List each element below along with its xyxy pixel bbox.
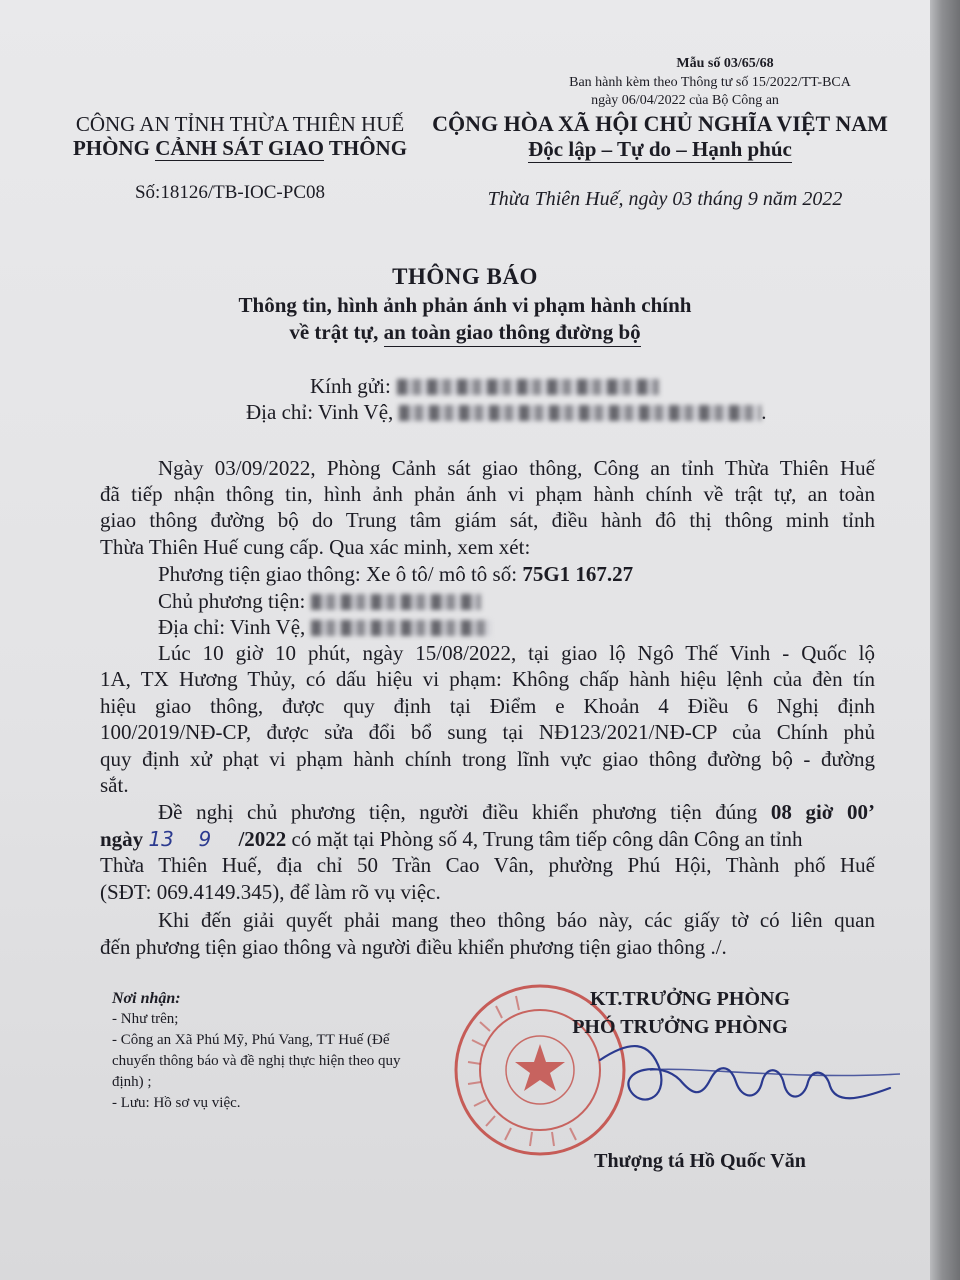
- form-issued-by: Ban hành kèm theo Thông tư số 15/2022/TT-BCA: [569, 75, 851, 90]
- place-and-date: Thừa Thiên Huế, ngày 03 tháng 9 năm 2022: [487, 188, 843, 210]
- recipient-address-line: [246, 400, 767, 425]
- agency-name-post: THÔNG: [324, 136, 408, 160]
- body-line: Ngày 03/09/2022, Phòng Cảnh sát giao thông, Công an tỉnh Thừa Thiên Huế: [158, 456, 875, 480]
- redacted-owner-name: [311, 594, 481, 610]
- appointment-date-label: ngày: [100, 827, 149, 851]
- handwritten-signature-icon: [590, 1030, 910, 1120]
- form-number: Mẫu số 03/65/68: [676, 56, 774, 71]
- body-line: đã tiếp nhận thông tin, hình ảnh phản ánh vi phạm hành chính về trật tự, an toàn: [100, 482, 875, 506]
- signature-title-2: PHÓ TRƯỞNG PHÒNG: [572, 1016, 788, 1038]
- subtitle-2-underlined: an toàn giao thông đường bộ: [384, 320, 641, 347]
- document-title: THÔNG BÁO: [392, 264, 538, 289]
- agency-parent: CÔNG AN TỈNH THỪA THIÊN HUẾ: [75, 112, 405, 136]
- vehicle-plate: 75G1 167.27: [522, 562, 634, 586]
- recipients-item: chuyển thông báo và đề nghị thực hiện theo quy: [112, 1053, 401, 1069]
- recipients-item: - Như trên;: [112, 1011, 179, 1027]
- recipients-item: - Công an Xã Phú Mỹ, Phú Vang, TT Huế (Để: [112, 1032, 390, 1048]
- document-subtitle-2: [0, 320, 930, 345]
- body-line: 100/2019/NĐ-CP, được sửa đổi bổ sung tại NĐ123/2021/NĐ-CP của Chính phủ: [100, 720, 875, 744]
- national-motto: [430, 137, 890, 162]
- recipient-address-end: .: [761, 400, 767, 424]
- appointment-line: [100, 800, 875, 825]
- appointment-place: có mặt tại Phòng số 4, Trung tâm tiếp công dân Công an tỉnh: [286, 827, 803, 851]
- appointment-text: Đề nghị chủ phương tiện, người điều khiển phương tiện đúng: [158, 800, 771, 824]
- body-line: giao thông đường bộ do Trung tâm giám sát, điều hành đô thị thông minh tỉnh: [100, 508, 875, 532]
- form-issued-date: ngày 06/04/2022 của Bộ Công an: [591, 93, 779, 108]
- signer-name: Thượng tá Hồ Quốc Văn: [594, 1150, 806, 1172]
- body-line: Khi đến giải quyết phải mang theo thông báo này, các giấy tờ có liên quan: [158, 908, 875, 932]
- motto-text: Độc lập – Tự do – Hạnh phúc: [528, 137, 792, 161]
- agency-name: [50, 136, 430, 161]
- body-line: Lúc 10 giờ 10 phút, ngày 15/08/2022, tại giao lộ Ngô Thế Vinh - Quốc lộ: [158, 641, 875, 665]
- body-line: hiệu giao thông, được quy định tại Điểm e Khoản 4 Điều 6 Nghị định: [100, 694, 875, 718]
- owner-address-line: [158, 615, 858, 640]
- recipients-item: định) ;: [112, 1074, 152, 1090]
- appointment-year: /2022: [238, 827, 287, 851]
- agency-name-pre: PHÒNG: [72, 136, 156, 160]
- appointment-time: 08 giờ 00’: [770, 800, 875, 824]
- vehicle-label: Phương tiện giao thông: Xe ô tô/ mô tô số:: [158, 562, 523, 586]
- reference-number: Số:18126/TB-IOC-PC08: [134, 182, 326, 203]
- body-line: (SĐT: 069.4149.345), để làm rõ vụ việc.: [100, 880, 441, 904]
- vehicle-line: [158, 562, 858, 587]
- redacted-recipient-address: [399, 405, 761, 421]
- body-line: quy định xử phạt vi phạm hành chính trong lĩnh vực giao thông đường bộ - đường: [100, 747, 875, 771]
- body-line: Thừa Thiên Huế, địa chỉ 50 Trần Cao Vân, phường Phú Hội, Thành phố Huế: [100, 853, 875, 877]
- recipients-heading: Nơi nhận:: [112, 990, 181, 1007]
- recipients-item: - Lưu: Hồ sơ vụ việc.: [112, 1095, 241, 1111]
- desk-edge: [930, 0, 960, 1280]
- body-line: đến phương tiện giao thông và người điều khiển phương tiện giao thông ./.: [100, 935, 727, 959]
- body-line: Thừa Thiên Huế cung cấp. Qua xác minh, xem xét:: [100, 535, 531, 559]
- owner-address-label: Địa chỉ: Vinh Vệ,: [158, 615, 306, 639]
- subtitle-2-pre: về trật tự,: [289, 320, 384, 344]
- redacted-owner-address: [311, 620, 491, 636]
- owner-line: [158, 589, 858, 614]
- owner-label: Chủ phương tiện:: [158, 589, 306, 613]
- body-line: sắt.: [100, 773, 129, 797]
- handwritten-day: 13: [148, 827, 174, 851]
- signature-title-1: KT.TRƯỞNG PHÒNG: [590, 988, 790, 1010]
- recipient-address-label: Địa chỉ: Vinh Vệ,: [246, 400, 394, 424]
- appointment-date-line: [100, 827, 875, 852]
- national-title: CỘNG HÒA XÃ HỘI CHỦ NGHĨA VIỆT NAM: [432, 111, 888, 136]
- recipient-line: [310, 374, 659, 399]
- redacted-recipient-name: [397, 379, 659, 395]
- document-subtitle-1: Thông tin, hình ảnh phản ánh vi phạm hành chính: [238, 293, 692, 317]
- agency-name-underlined: CẢNH SÁT GIAO: [155, 136, 324, 160]
- recipient-label: Kính gửi:: [310, 374, 391, 398]
- handwritten-month: 9: [198, 827, 212, 851]
- body-line: 1A, TX Hương Thủy, có dấu hiệu vi phạm: Không chấp hành hiệu lệnh của đèn tín: [100, 667, 875, 691]
